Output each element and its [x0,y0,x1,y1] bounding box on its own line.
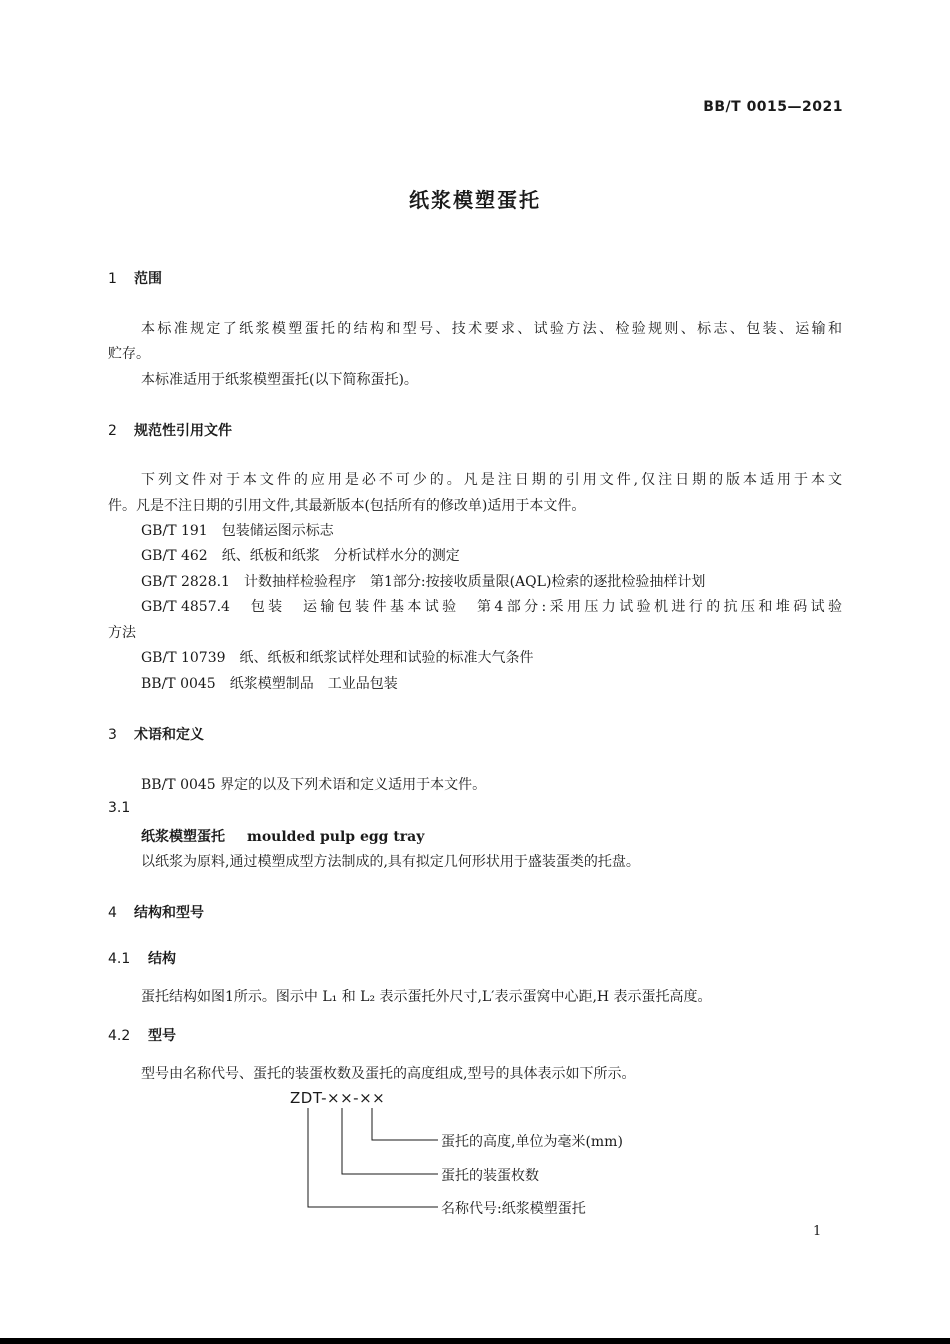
section-1-para-1-line-1: 本标准规定了纸浆模塑蛋托的结构和型号、技术要求、试验方法、检验规则、标志、包装、运输和 [141,321,842,337]
designation-label-height: 蛋托的高度,单位为毫米(mm) [441,1134,623,1150]
designation-label-count: 蛋托的装蛋枚数 [441,1168,539,1184]
leader-line-name [308,1108,438,1207]
page-number: 1 [813,1224,822,1239]
reference-item: GB/T 4857.4 包装 运输包装件基本试验 第4部分:采用压力试验机进行的抗压和堆码试验 [141,599,843,615]
section-2-heading: 2 规范性引用文件 [108,423,232,439]
reference-item: GB/T 10739 纸、纸板和纸浆试样处理和试验的标准大气条件 [141,650,534,666]
reference-item: GB/T 191 包装储运图示标志 [141,523,334,539]
term-heading: 纸浆模塑蛋托 moulded pulp egg tray [141,829,425,845]
document-title: 纸浆模塑蛋托 [409,188,541,212]
section-4-1-heading: 4.1 结构 [108,951,176,967]
section-1-para-1-line-2: 贮存。 [108,346,150,362]
reference-item: GB/T 462 纸、纸板和纸浆 分析试样水分的测定 [141,548,460,564]
document-number: BB/T 0015—2021 [703,99,843,115]
section-4-2-heading: 4.2 型号 [108,1028,176,1044]
leader-line-count [342,1108,438,1174]
reference-item-continuation: 方法 [108,625,136,641]
leader-line-height [372,1108,438,1140]
reference-item: GB/T 2828.1 计数抽样检验程序 第1部分:按接收质量限(AQL)检索的逐批检验抽样计划 [141,574,706,590]
section-1-para-2: 本标准适用于纸浆模塑蛋托(以下简称蛋托)。 [141,372,418,388]
section-1-heading: 1 范围 [108,271,162,287]
reference-item: BB/T 0045 纸浆模塑制品 工业品包装 [141,676,398,692]
designation-formula: ZDT-××-×× [290,1089,386,1107]
designation-label-name: 名称代号:纸浆模塑蛋托 [441,1201,586,1217]
section-2-para-line-1: 下列文件对于本文件的应用是必不可少的。凡是注日期的引用文件,仅注日期的版本适用于本文 [141,472,842,488]
section-2-para-line-2: 件。凡是不注日期的引用文件,其最新版本(包括所有的修改单)适用于本文件。 [108,498,586,514]
section-4-1-para: 蛋托结构如图1所示。图示中 L₁ 和 L₂ 表示蛋托外尺寸,L′表示蛋窝中心距,H 表示蛋托高度。 [141,989,712,1005]
section-4-heading: 4 结构和型号 [108,905,204,921]
section-3-para: BB/T 0045 界定的以及下列术语和定义适用于本文件。 [141,777,487,793]
section-3-heading: 3 术语和定义 [108,727,204,743]
term-number: 3.1 [108,800,131,816]
page-bottom-edge [0,1338,950,1344]
section-4-2-para: 型号由名称代号、蛋托的装蛋枚数及蛋托的高度组成,型号的具体表示如下所示。 [141,1066,636,1082]
term-definition: 以纸浆为原料,通过模塑成型方法制成的,具有拟定几何形状用于盛装蛋类的托盘。 [141,854,640,870]
